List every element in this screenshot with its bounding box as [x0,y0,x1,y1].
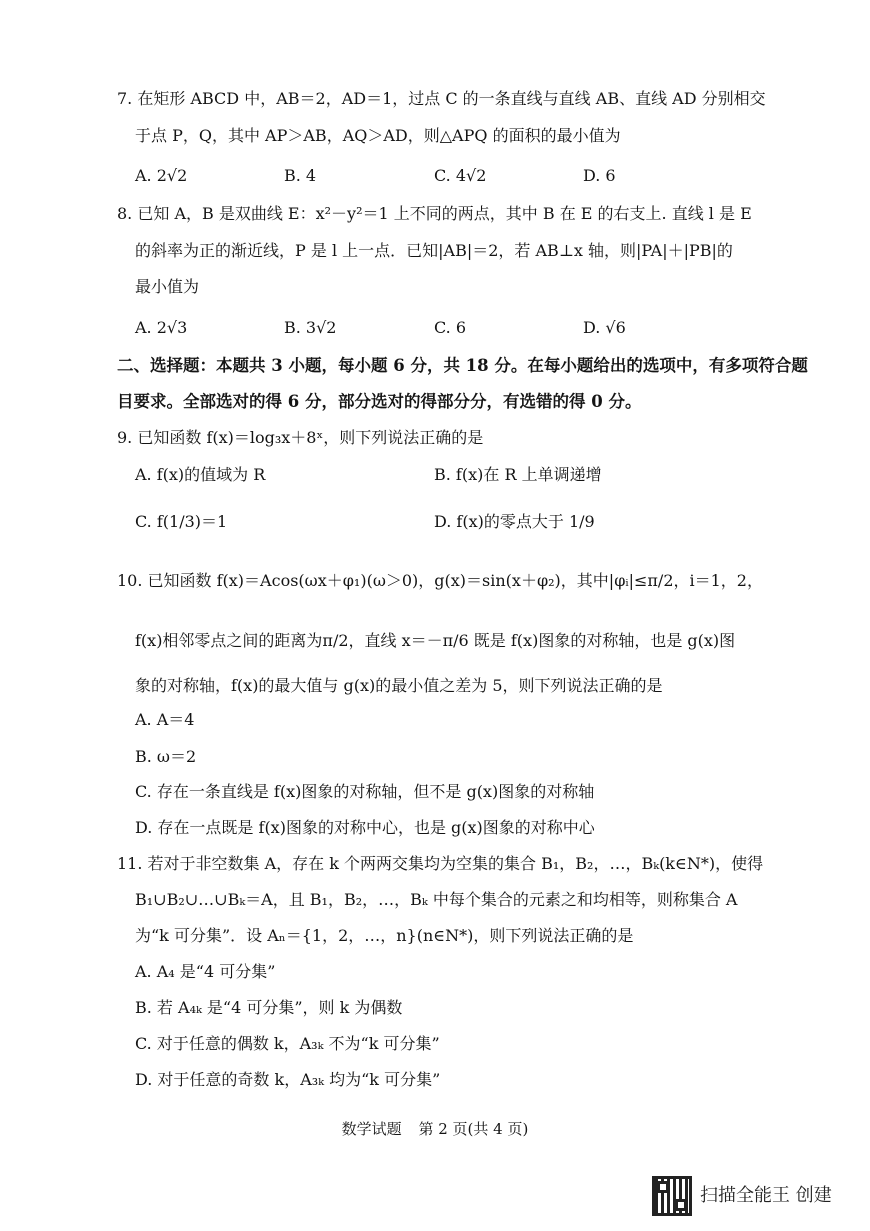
q8-option-b: B. 3√2 [284,318,337,337]
q7-option-b: B. 4 [284,166,317,185]
q11-line-2: B₁∪B₂∪…∪Bₖ＝A，且 B₁，B₂，…，Bₖ 中每个集合的元素之和均相等，则称集合 A [135,890,738,909]
q10-line-2: f(x)相邻零点之间的距离为π/2，直线 x＝－π/6 既是 f(x)图象的对称轴，也是 g(x)图 [135,631,736,650]
footer-subject: 数学试题 [341,1120,402,1138]
q10-line-3: 象的对称轴，f(x)的最大值与 g(x)的最小值之差为 5，则下列说法正确的是 [135,676,663,695]
q11-line-3: 为“k 可分集”．设 Aₙ＝{1，2，…，n}(n∈N*)，则下列说法正确的是 [135,926,634,945]
q8-option-a: A. 2√3 [135,318,188,337]
q7-line-2: 于点 P，Q，其中 AP＞AB，AQ＞AD，则△APQ 的面积的最小值为 [135,126,621,145]
scanner-watermark: 扫描全能王 创建 [700,1185,832,1206]
q10-option-d: D. 存在一点既是 f(x)图象的对称中心，也是 g(x)图象的对称中心 [135,818,595,837]
section-2-instructions: 目要求。全部选对的得 6 分，部分选对的得部分分，有选错的得 0 分。 [117,392,642,411]
q9-line-1: 9. 已知函数 f(x)＝log₃x＋8ˣ，则下列说法正确的是 [117,428,484,447]
q8-option-d: D. √6 [583,318,626,337]
q8-line-2: 的斜率为正的渐近线，P 是 l 上一点．已知|AB|＝2，若 AB⊥x 轴，则|PA|＋|PB|的 [135,241,733,260]
q7-option-c: C. 4√2 [434,166,487,185]
q9-option-b: B. f(x)在 R 上单调递增 [434,465,602,484]
q11-option-d: D. 对于任意的奇数 k，A₃ₖ 均为“k 可分集” [135,1070,441,1089]
q9-option-a: A. f(x)的值域为 R [135,465,266,484]
q11-line-1: 11. 若对于非空数集 A，存在 k 个两两交集均为空集的集合 B₁，B₂，…，Bₖ(k∈N*)，使得 [117,854,764,873]
q9-option-d: D. f(x)的零点大于 1/9 [434,512,595,531]
q8-line-1: 8. 已知 A，B 是双曲线 E：x²－y²＝1 上不同的两点，其中 B 在 E 的右支上. 直线 l 是 E [117,204,752,223]
q7-option-d: D. 6 [583,166,616,185]
q10-option-c: C. 存在一条直线是 f(x)图象的对称轴，但不是 g(x)图象的对称轴 [135,782,595,801]
q11-option-b: B. 若 A₄ₖ 是“4 可分集”，则 k 为偶数 [135,998,403,1017]
q10-option-b: B. ω＝2 [135,747,197,766]
q8-line-3: 最小值为 [135,277,200,296]
q11-option-c: C. 对于任意的偶数 k，A₃ₖ 不为“k 可分集” [135,1034,440,1053]
q11-option-a: A. A₄ 是“4 可分集” [135,962,276,981]
footer-page-number: 第 2 页(共 4 页) [418,1120,529,1138]
q7-option-a: A. 2√2 [135,166,188,185]
page-footer [0,1119,870,1139]
section-2-heading: 二、选择题：本题共 3 小题，每小题 6 分，共 18 分。在每小题给出的选项中，有多项符合题 [117,356,808,375]
q10-line-1: 10. 已知函数 f(x)＝Acos(ωx＋φ₁)(ω＞0)，g(x)＝sin(x＋φ₂)，其中|φᵢ|≤π/2，i＝1，2， [117,571,763,590]
q9-option-c: C. f(1/3)＝1 [135,512,228,531]
q10-option-a: A. A＝4 [135,710,195,729]
qr-code-icon [652,1176,692,1216]
q7-line-1: 7. 在矩形 ABCD 中，AB＝2，AD＝1，过点 C 的一条直线与直线 AB、直线 AD 分别相交 [117,89,766,108]
q8-option-c: C. 6 [434,318,467,337]
